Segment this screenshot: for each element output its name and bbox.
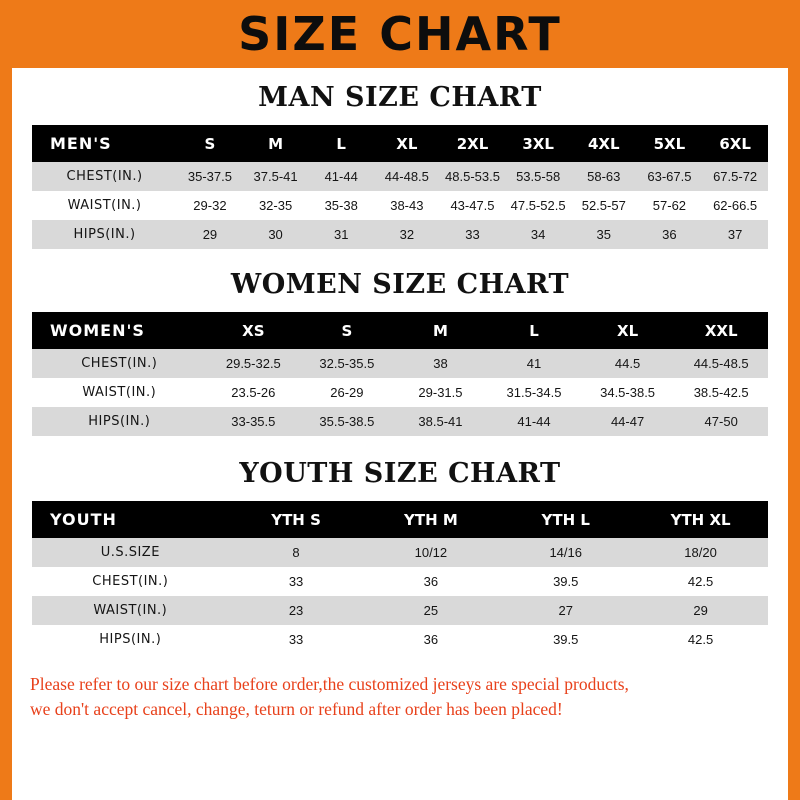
column-header: MEN'S <box>32 125 177 162</box>
cell: 39.5 <box>498 625 633 654</box>
cell: 29.5-32.5 <box>207 349 301 378</box>
column-header: L <box>487 312 581 349</box>
table-row <box>32 378 768 407</box>
cell: 35-37.5 <box>177 162 243 191</box>
cell: 44-47 <box>581 407 675 436</box>
column-header: 4XL <box>571 125 637 162</box>
row-label: WAIST(IN.) <box>32 191 177 220</box>
women-size-table <box>32 312 768 436</box>
column-header: XS <box>207 312 301 349</box>
cell: 14/16 <box>498 538 633 567</box>
column-header: 6XL <box>702 125 768 162</box>
cell: 26-29 <box>300 378 394 407</box>
youth-size-table <box>32 501 768 654</box>
cell: 34 <box>505 220 571 249</box>
cell: 32.5-35.5 <box>300 349 394 378</box>
women-section <box>12 269 788 436</box>
row-label: HIPS(IN.) <box>32 220 177 249</box>
column-header: XXL <box>674 312 768 349</box>
column-header: 5XL <box>637 125 703 162</box>
cell: 31 <box>308 220 374 249</box>
cell: 48.5-53.5 <box>440 162 506 191</box>
footer-note-line-2: we don't accept cancel, change, teturn or refund after order has been placed! <box>30 699 563 720</box>
women-section-title: WOMEN SIZE CHART <box>230 269 570 300</box>
cell: 30 <box>243 220 309 249</box>
banner <box>0 0 800 68</box>
cell: 8 <box>229 538 364 567</box>
row-label: HIPS(IN.) <box>32 625 229 654</box>
table-row <box>32 162 768 191</box>
cell: 44-48.5 <box>374 162 440 191</box>
row-label: CHEST(IN.) <box>32 162 177 191</box>
footer-note <box>12 672 788 723</box>
column-header: YOUTH <box>32 501 229 538</box>
page-title: SIZE CHART <box>238 7 562 61</box>
cell: 41-44 <box>487 407 581 436</box>
column-header: YTH XL <box>633 501 768 538</box>
column-header: WOMEN'S <box>32 312 207 349</box>
column-header: 2XL <box>440 125 506 162</box>
table-header-row <box>32 125 768 162</box>
cell: 42.5 <box>633 567 768 596</box>
cell: 37.5-41 <box>243 162 309 191</box>
cell: 18/20 <box>633 538 768 567</box>
cell: 27 <box>498 596 633 625</box>
cell: 29 <box>633 596 768 625</box>
cell: 33 <box>229 625 364 654</box>
cell: 35.5-38.5 <box>300 407 394 436</box>
cell: 37 <box>702 220 768 249</box>
man-size-table <box>32 125 768 249</box>
youth-section-title: YOUTH SIZE CHART <box>239 458 561 489</box>
column-header: M <box>243 125 309 162</box>
cell: 39.5 <box>498 567 633 596</box>
cell: 36 <box>637 220 703 249</box>
column-header: XL <box>581 312 675 349</box>
cell: 33 <box>229 567 364 596</box>
column-header: L <box>308 125 374 162</box>
cell: 47.5-52.5 <box>505 191 571 220</box>
cell: 35 <box>571 220 637 249</box>
cell: 38.5-41 <box>394 407 488 436</box>
row-label: WAIST(IN.) <box>32 378 207 407</box>
table-row <box>32 567 768 596</box>
cell: 43-47.5 <box>440 191 506 220</box>
cell: 41-44 <box>308 162 374 191</box>
cell: 10/12 <box>363 538 498 567</box>
table-row <box>32 596 768 625</box>
cell: 29-32 <box>177 191 243 220</box>
cell: 35-38 <box>308 191 374 220</box>
cell: 67.5-72 <box>702 162 768 191</box>
cell: 38 <box>394 349 488 378</box>
cell: 23.5-26 <box>207 378 301 407</box>
man-section <box>12 82 788 249</box>
cell: 33 <box>440 220 506 249</box>
row-label: U.S.SIZE <box>32 538 229 567</box>
cell: 36 <box>363 625 498 654</box>
cell: 29-31.5 <box>394 378 488 407</box>
cell: 23 <box>229 596 364 625</box>
cell: 47-50 <box>674 407 768 436</box>
row-label: CHEST(IN.) <box>32 349 207 378</box>
table-row <box>32 191 768 220</box>
table-row <box>32 220 768 249</box>
table-header-row <box>32 312 768 349</box>
cell: 31.5-34.5 <box>487 378 581 407</box>
cell: 34.5-38.5 <box>581 378 675 407</box>
table-row <box>32 625 768 654</box>
man-section-title: MAN SIZE CHART <box>258 82 542 113</box>
table-row <box>32 349 768 378</box>
cell: 44.5 <box>581 349 675 378</box>
cell: 38.5-42.5 <box>674 378 768 407</box>
cell: 32-35 <box>243 191 309 220</box>
row-label: HIPS(IN.) <box>32 407 207 436</box>
cell: 38-43 <box>374 191 440 220</box>
cell: 57-62 <box>637 191 703 220</box>
cell: 25 <box>363 596 498 625</box>
table-header-row <box>32 501 768 538</box>
cell: 42.5 <box>633 625 768 654</box>
footer-note-line-1: Please refer to our size chart before order,the customized jerseys are special products, <box>30 674 629 694</box>
cell: 29 <box>177 220 243 249</box>
column-header: YTH M <box>363 501 498 538</box>
table-row <box>32 538 768 567</box>
table-row <box>32 407 768 436</box>
column-header: YTH S <box>229 501 364 538</box>
column-header: M <box>394 312 488 349</box>
cell: 53.5-58 <box>505 162 571 191</box>
cell: 52.5-57 <box>571 191 637 220</box>
youth-section <box>12 458 788 654</box>
row-label: WAIST(IN.) <box>32 596 229 625</box>
column-header: S <box>177 125 243 162</box>
cell: 36 <box>363 567 498 596</box>
cell: 44.5-48.5 <box>674 349 768 378</box>
column-header: YTH L <box>498 501 633 538</box>
cell: 63-67.5 <box>637 162 703 191</box>
cell: 58-63 <box>571 162 637 191</box>
cell: 32 <box>374 220 440 249</box>
column-header: XL <box>374 125 440 162</box>
row-label: CHEST(IN.) <box>32 567 229 596</box>
cell: 41 <box>487 349 581 378</box>
column-header: S <box>300 312 394 349</box>
column-header: 3XL <box>505 125 571 162</box>
cell: 33-35.5 <box>207 407 301 436</box>
cell: 62-66.5 <box>702 191 768 220</box>
